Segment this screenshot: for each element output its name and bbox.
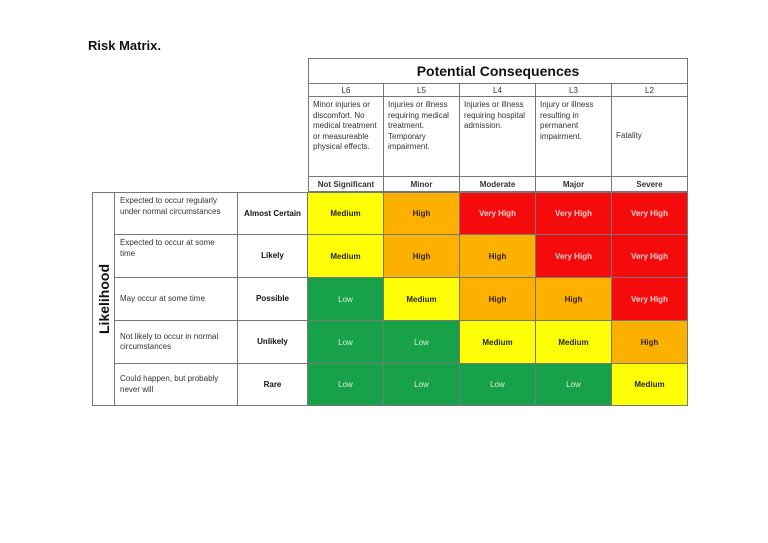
consequence-code-l5: L5 <box>384 84 460 97</box>
likelihood-description-possible: May occur at some time <box>115 278 238 321</box>
likelihood-name-possible: Possible <box>238 278 308 321</box>
consequence-description-l6: Minor injuries or discomfort. No medical treatment or measureable physical effects. <box>308 97 384 177</box>
likelihood-axis <box>92 192 115 406</box>
consequences-header-grid <box>308 84 688 192</box>
consequence-code-l3: L3 <box>536 84 612 97</box>
risk-cell: Very High <box>612 278 688 321</box>
consequence-code-l2: L2 <box>612 84 688 97</box>
risk-cell: High <box>384 192 460 235</box>
likelihood-description-rare: Could happen, but probably never will <box>115 364 238 406</box>
likelihood-label: Likelihood <box>95 264 112 334</box>
risk-cell: Medium <box>460 321 536 364</box>
consequence-name-moderate: Moderate <box>460 177 536 192</box>
consequence-description-l3: Injury or illness resulting in permanent impairment. <box>536 97 612 177</box>
consequence-description-l4: Injuries or illness requiring hospital admission. <box>460 97 536 177</box>
consequences-header: Potential Consequences <box>308 58 688 84</box>
risk-cell: Medium <box>308 192 384 235</box>
page-title: Risk Matrix. <box>88 38 161 53</box>
consequence-name-minor: Minor <box>384 177 460 192</box>
consequence-name-major: Major <box>536 177 612 192</box>
consequence-description-l2: Fatality <box>612 97 688 177</box>
risk-cell: Very High <box>536 235 612 278</box>
risk-cell: High <box>384 235 460 278</box>
risk-cell: Very High <box>612 192 688 235</box>
risk-cell: Medium <box>612 364 688 406</box>
risk-cell: Low <box>308 364 384 406</box>
risk-cell: Low <box>384 364 460 406</box>
likelihood-name-almost-certain: Almost Certain <box>238 192 308 235</box>
likelihood-description-almost-certain: Expected to occur regularly under normal circumstances <box>115 192 238 235</box>
likelihood-name-likely: Likely <box>238 235 308 278</box>
risk-cell: Very High <box>536 192 612 235</box>
risk-cell: Low <box>384 321 460 364</box>
risk-cell: High <box>460 278 536 321</box>
consequence-name-not-significant: Not Significant <box>308 177 384 192</box>
likelihood-description-likely: Expected to occur at some time <box>115 235 238 278</box>
risk-cell: Very High <box>460 192 536 235</box>
risk-matrix-grid <box>92 192 688 406</box>
likelihood-name-unlikely: Unlikely <box>238 321 308 364</box>
risk-cell: Medium <box>384 278 460 321</box>
consequence-code-l6: L6 <box>308 84 384 97</box>
likelihood-description-unlikely: Not likely to occur in normal circumstances <box>115 321 238 364</box>
risk-cell: High <box>460 235 536 278</box>
consequence-description-l5: Injuries or illness requiring medical treatment. Temporary impairment. <box>384 97 460 177</box>
consequence-name-severe: Severe <box>612 177 688 192</box>
likelihood-name-rare: Rare <box>238 364 308 406</box>
risk-cell: High <box>536 278 612 321</box>
consequence-code-l4: L4 <box>460 84 536 97</box>
risk-cell: Low <box>536 364 612 406</box>
risk-cell: High <box>612 321 688 364</box>
risk-cell: Low <box>308 321 384 364</box>
risk-cell: Medium <box>308 235 384 278</box>
risk-cell: Low <box>308 278 384 321</box>
risk-cell: Very High <box>612 235 688 278</box>
risk-cell: Low <box>460 364 536 406</box>
risk-cell: Medium <box>536 321 612 364</box>
